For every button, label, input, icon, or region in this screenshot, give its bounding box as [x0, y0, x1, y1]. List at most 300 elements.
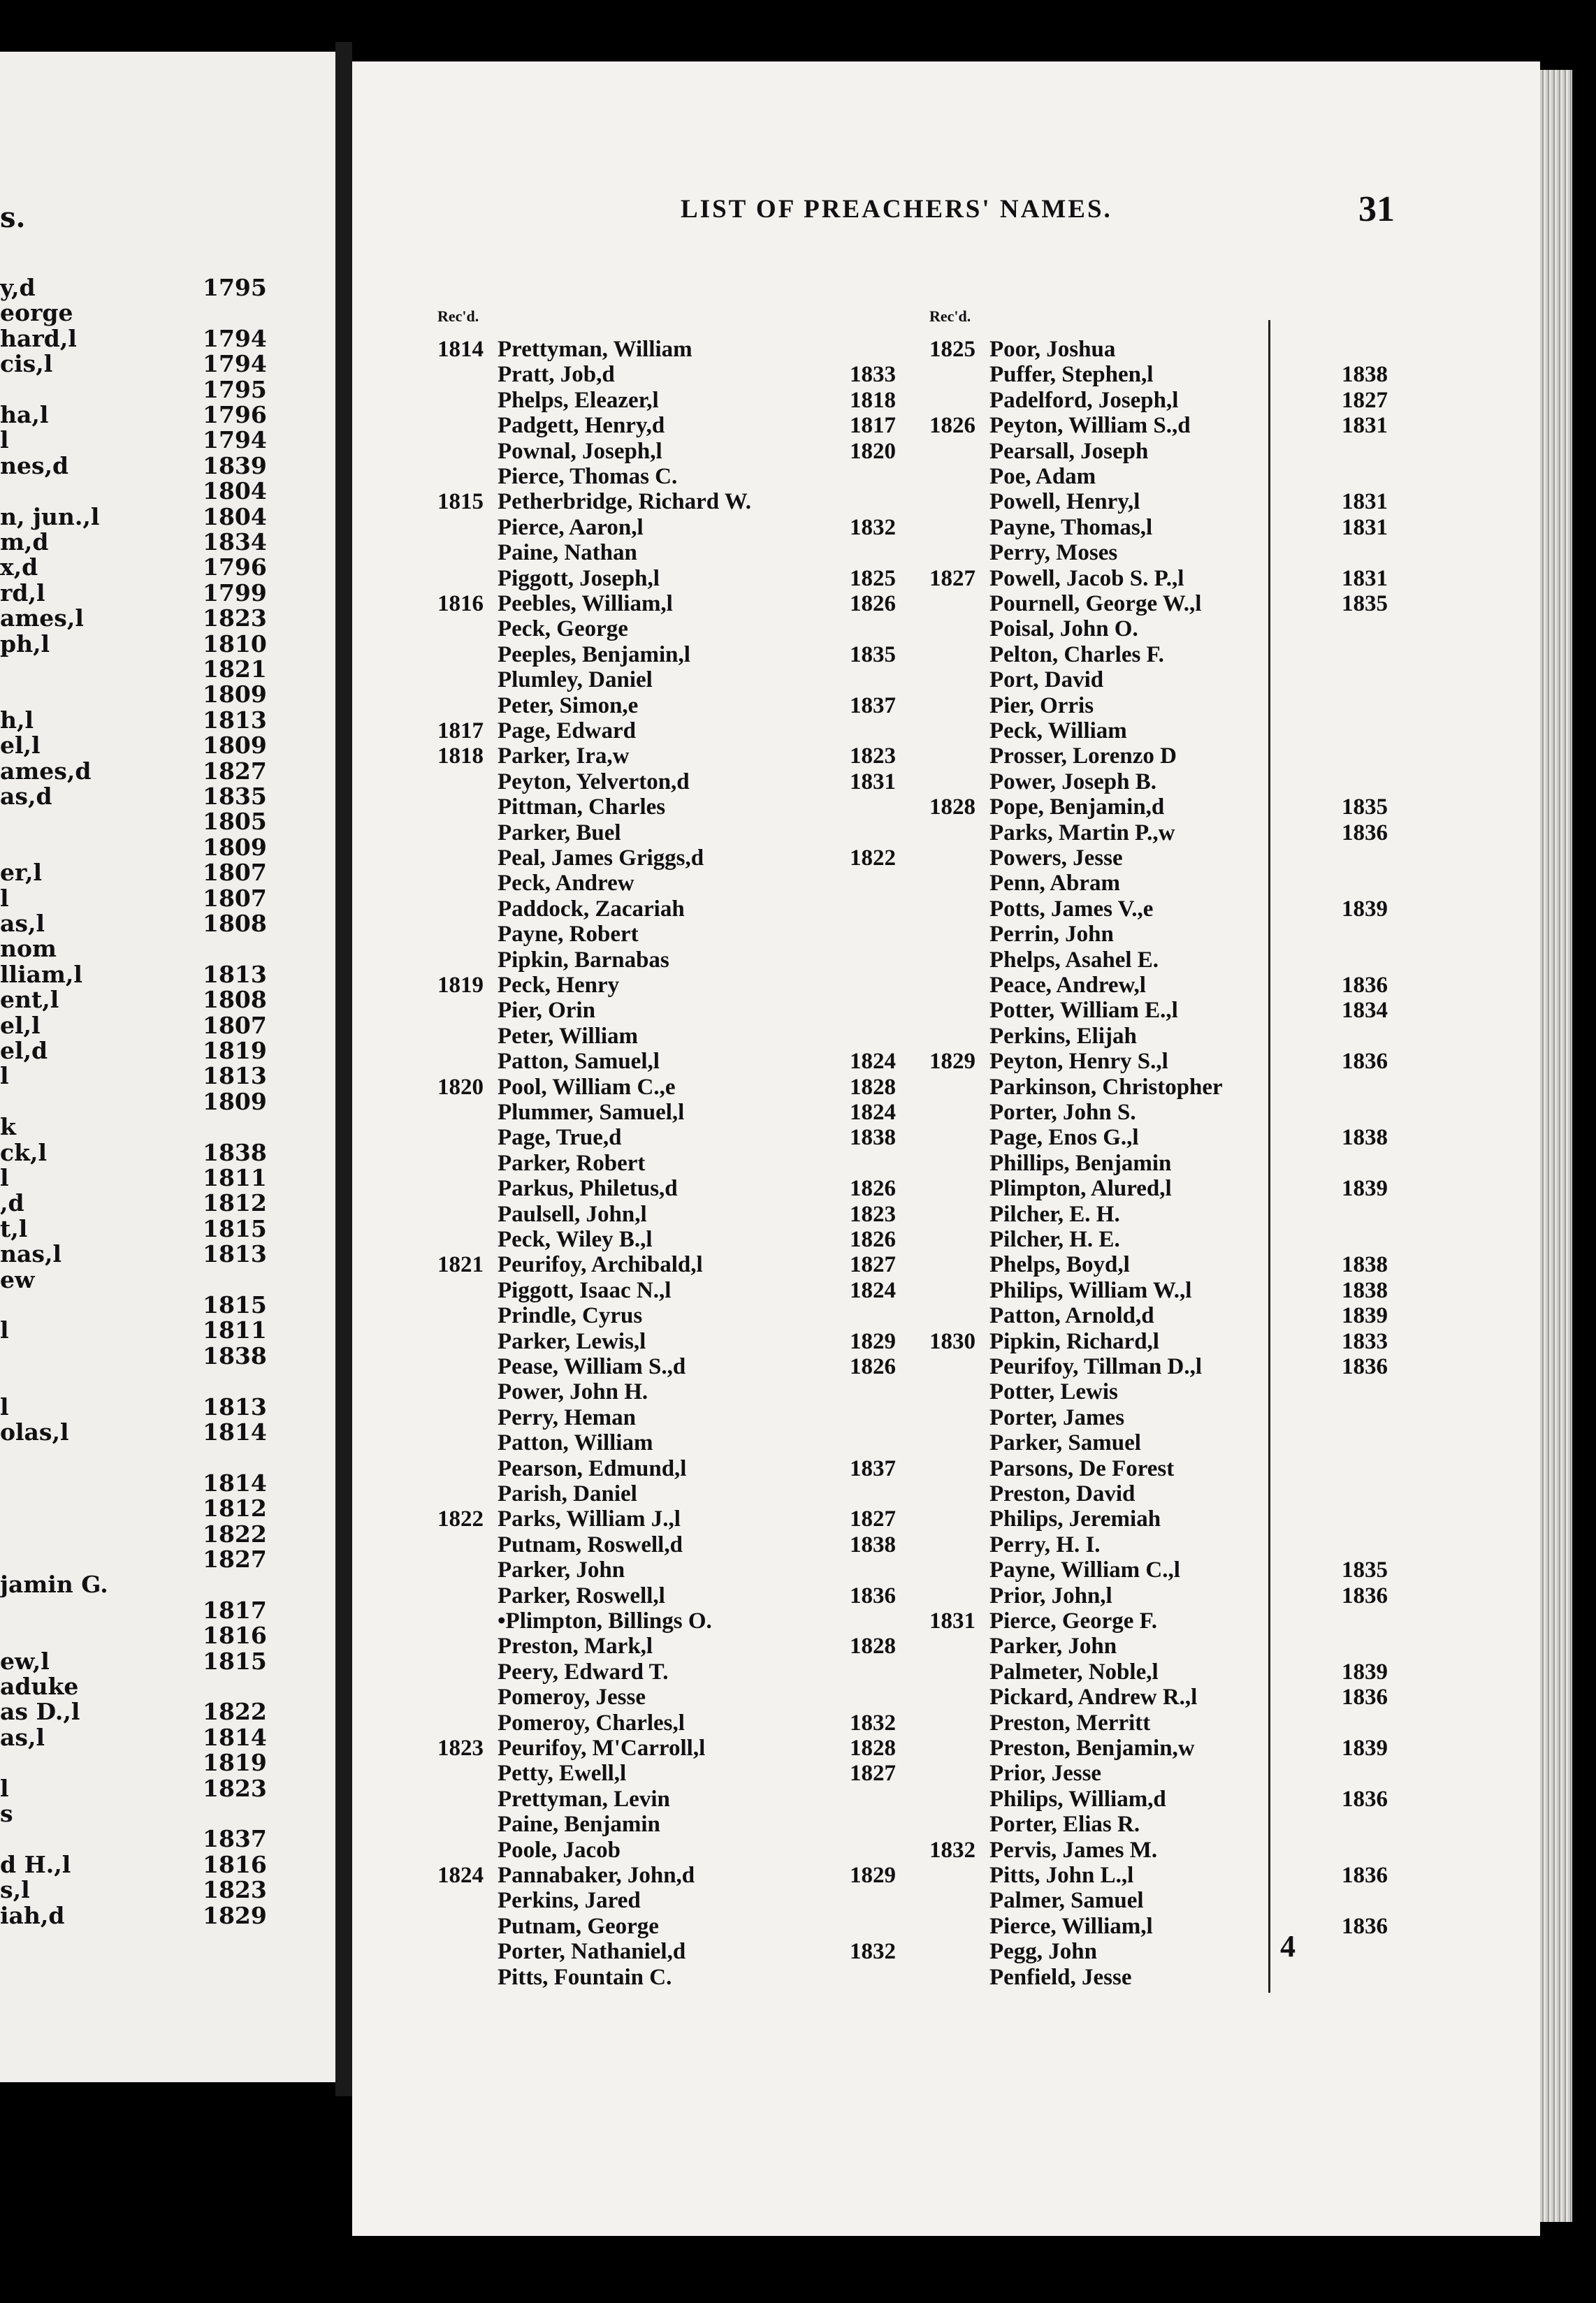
preacher-name: Prindle, Cyrus [498, 1303, 643, 1329]
preacher-entry [929, 540, 1419, 565]
book-gutter [335, 42, 352, 2096]
preacher-name: Pomeroy, Charles,l [498, 1710, 685, 1736]
preacher-entry [929, 1049, 1419, 1074]
left-fragment-name: iah,d [0, 1901, 65, 1929]
entry-end-year: 1826 [850, 1227, 896, 1252]
left-fragment-year: 1805 [203, 808, 267, 836]
preacher-entry [929, 718, 1419, 743]
left-fragment-name: el,l [0, 732, 41, 760]
left-fragment-row [0, 1420, 335, 1445]
left-fragment-row [0, 351, 335, 377]
entry-end-year: 1838 [1342, 362, 1388, 388]
left-fragment-row [0, 657, 335, 682]
entry-year: 1827 [929, 565, 975, 591]
entry-end-year: 1836 [1342, 973, 1388, 998]
left-fragment-name: as,l [0, 1723, 45, 1751]
preacher-name: Peck, Wiley B.,l [498, 1227, 653, 1252]
preacher-entry [929, 1303, 1419, 1328]
preacher-entry [437, 1125, 927, 1150]
preacher-entry [929, 489, 1419, 514]
preacher-name: Porter, Nathaniel,d [498, 1939, 686, 1965]
left-fragment-name: y,d [0, 274, 36, 301]
preacher-entry [437, 1202, 927, 1227]
left-fragment-row [0, 682, 335, 707]
preacher-entry [929, 1227, 1419, 1252]
preacher-name: Putnam, George [498, 1913, 659, 1939]
entry-year: 1823 [437, 1736, 484, 1761]
preacher-entry [929, 845, 1419, 871]
entry-year: 1819 [437, 973, 484, 998]
preacher-name: Parker, Samuel [989, 1430, 1141, 1456]
left-fragment-row [0, 835, 335, 860]
facing-page-left [0, 52, 335, 2082]
entry-year: 1829 [929, 1049, 975, 1075]
preacher-entry [929, 1787, 1419, 1812]
left-fragment-row [0, 1395, 335, 1420]
left-fragment-row [0, 886, 335, 911]
left-fragment-year: 1822 [203, 1698, 267, 1726]
preacher-entry [437, 616, 927, 641]
preacher-entry [437, 540, 927, 565]
left-fragment-row [0, 1191, 335, 1216]
left-fragment-row [0, 555, 335, 580]
left-fragment-year: 1796 [203, 553, 267, 581]
left-fragment-row [0, 1649, 335, 1674]
entry-end-year: 1828 [850, 1634, 896, 1659]
preacher-entry [929, 1024, 1419, 1049]
preacher-entry [437, 769, 927, 794]
left-fragment-year: 1817 [203, 1596, 267, 1624]
preacher-entry [437, 1227, 927, 1252]
entry-end-year: 1831 [1342, 565, 1388, 591]
entry-year: 1824 [437, 1863, 484, 1888]
left-fragment-year: 1809 [203, 833, 267, 861]
preacher-entry [929, 871, 1419, 896]
preacher-name: Parkinson, Christopher [989, 1074, 1223, 1100]
preacher-name: Pomeroy, Jesse [498, 1685, 646, 1710]
left-fragment-row [0, 453, 335, 479]
preacher-entry [929, 1583, 1419, 1608]
left-fragment-year: 1815 [203, 1214, 267, 1242]
preacher-entry [929, 515, 1419, 540]
left-fragment-row [0, 1445, 335, 1470]
preacher-entry [929, 820, 1419, 845]
page-31 [352, 61, 1540, 2236]
entry-year: 1828 [929, 794, 975, 820]
preacher-entry [929, 1965, 1419, 1990]
preacher-entry [929, 1939, 1419, 1964]
left-fragment-name: hard,l [0, 324, 77, 352]
preacher-entry [929, 1914, 1419, 1939]
preacher-entry [437, 1583, 927, 1608]
preacher-name: Prettyman, William [498, 337, 692, 362]
preacher-name: Perry, H. I. [989, 1532, 1101, 1557]
preacher-entry [929, 1506, 1419, 1532]
preacher-name: Peurifoy, Archibald,l [498, 1252, 703, 1278]
left-fragment-name: l [0, 426, 9, 454]
left-fragment-name: as,d [0, 783, 52, 810]
left-fragment-year: 1810 [203, 630, 267, 658]
left-fragment-row [0, 987, 335, 1012]
left-fragment-row [0, 402, 335, 428]
entry-end-year: 1824 [850, 1277, 896, 1303]
left-fragment-name: l [0, 1774, 9, 1802]
preacher-name: Pool, William C.,e [498, 1074, 676, 1100]
preacher-name: Padgett, Henry,d [498, 413, 665, 439]
left-fragment-year: 1821 [203, 655, 267, 683]
entry-year: 1820 [437, 1074, 484, 1100]
left-fragment-year: 1809 [203, 732, 267, 760]
left-fragment-year: 1816 [203, 1850, 267, 1878]
preacher-entry [929, 794, 1419, 820]
left-fragment-name: ew,l [0, 1647, 50, 1675]
preacher-name: Peeples, Benjamin,l [498, 641, 690, 667]
preacher-entry [929, 922, 1419, 947]
left-fragment-row [0, 1038, 335, 1063]
preacher-entry [437, 1252, 927, 1277]
left-fragment-year: 1813 [203, 1240, 267, 1268]
preacher-entry [929, 1481, 1419, 1506]
preacher-name: Peyton, William S.,d [989, 413, 1191, 439]
preacher-entry [437, 1024, 927, 1049]
page-number: 31 [1358, 189, 1395, 229]
preacher-name: Page, Edward [498, 718, 636, 743]
left-fragment-year: 1835 [203, 783, 267, 810]
preacher-name: Petty, Ewell,l [498, 1761, 627, 1787]
preacher-name: Payne, William C.,l [989, 1557, 1180, 1583]
left-fragment-year: 1814 [203, 1723, 267, 1751]
preacher-name: Page, Enos G.,l [989, 1125, 1139, 1151]
preacher-entry [437, 642, 927, 667]
left-fragment-row [0, 708, 335, 733]
entry-end-year: 1825 [850, 565, 896, 591]
preacher-name: Phelps, Eleazer,l [498, 387, 659, 413]
preacher-name: Pease, William S.,d [498, 1354, 686, 1379]
left-fragment-name: ph,l [0, 630, 50, 658]
entry-year: 1830 [929, 1328, 975, 1354]
preacher-entry [437, 1685, 927, 1710]
preacher-name: Parker, Roswell,l [498, 1583, 665, 1608]
preacher-name: Perkins, Jared [498, 1888, 641, 1914]
left-fragment-year: 1808 [203, 986, 267, 1014]
entry-end-year: 1835 [850, 641, 896, 667]
preacher-name: Poole, Jacob [498, 1837, 621, 1863]
left-fragment-row [0, 530, 335, 555]
left-fragment-year: 1812 [203, 1495, 267, 1523]
preacher-entry [929, 1761, 1419, 1786]
preacher-name: Poor, Joshua [989, 337, 1116, 362]
preacher-entry [437, 1608, 927, 1634]
left-fragment-row [0, 1216, 335, 1242]
preacher-entry [437, 794, 927, 820]
left-fragment-name: s,l [0, 1876, 30, 1904]
preacher-entry [929, 998, 1419, 1023]
preacher-entry [437, 439, 927, 464]
left-fragment-name: l [0, 1062, 9, 1090]
preacher-entry [437, 566, 927, 591]
preacher-name: Pierce, Thomas C. [498, 464, 678, 489]
preacher-entry [437, 1863, 927, 1888]
preacher-name: Pearsall, Joseph [989, 438, 1149, 464]
preacher-name: Peyton, Henry S.,l [989, 1049, 1168, 1075]
preacher-name: Philips, William W.,l [989, 1277, 1192, 1303]
left-fragment-row [0, 1826, 335, 1852]
left-fragment-name: m,d [0, 528, 49, 555]
preacher-entry [437, 1888, 927, 1913]
preacher-name: Peebles, William,l [498, 591, 673, 616]
left-fragment-row [0, 1776, 335, 1801]
entry-end-year: 1838 [850, 1125, 896, 1151]
left-fragment-row [0, 326, 335, 351]
left-fragment-name: h,l [0, 706, 34, 734]
entry-end-year: 1827 [1342, 387, 1388, 413]
preacher-name: Plumley, Daniel [498, 667, 653, 693]
left-fragment-row [0, 377, 335, 402]
preacher-entry [437, 1659, 927, 1685]
entry-end-year: 1826 [850, 1354, 896, 1379]
left-fragment-row [0, 936, 335, 961]
preacher-entry [437, 1761, 927, 1786]
left-fragment-row [0, 911, 335, 936]
preacher-entry [437, 413, 927, 438]
preacher-name: Peck, George [498, 616, 628, 642]
preacher-name: Pier, Orin [498, 998, 595, 1024]
preacher-entry [437, 845, 927, 871]
left-fragment-name: l [0, 884, 9, 912]
left-fragment-row [0, 300, 335, 326]
preacher-name: Peyton, Yelverton,d [498, 769, 690, 794]
preacher-name: Prettyman, Levin [498, 1786, 670, 1812]
preacher-entry [437, 1049, 927, 1074]
preacher-name: Pope, Benjamin,d [989, 794, 1165, 820]
preacher-entry [929, 1176, 1419, 1201]
preacher-name: Power, John H. [498, 1379, 648, 1405]
preacher-name: Peery, Edward T. [498, 1659, 669, 1685]
preacher-entry [929, 1634, 1419, 1659]
left-fragment-year: 1813 [203, 1393, 267, 1421]
preacher-entry [929, 667, 1419, 692]
entry-end-year: 1818 [850, 387, 896, 413]
preacher-entry [437, 1405, 927, 1430]
preacher-name: Pilcher, E. H. [989, 1201, 1120, 1227]
preacher-entry [929, 1608, 1419, 1634]
left-fragment-row [0, 1852, 335, 1877]
left-fragment-row [0, 1725, 335, 1750]
preacher-name: Potter, Lewis [989, 1379, 1118, 1405]
column-heading-right: Rec'd. [929, 307, 971, 325]
preacher-entry [437, 1303, 927, 1328]
preacher-name: Pipkin, Richard,l [989, 1328, 1159, 1354]
left-fragment-row [0, 1547, 335, 1572]
preacher-entry [437, 973, 927, 998]
preacher-name: Pannabaker, John,d [498, 1863, 695, 1888]
preacher-name: Payne, Robert [498, 922, 639, 947]
preacher-name: Plimpton, Alured,l [989, 1176, 1172, 1202]
entry-end-year: 1836 [1342, 1863, 1388, 1888]
preacher-name: Port, David [989, 667, 1104, 693]
preacher-name: Pipkin, Barnabas [498, 947, 669, 973]
left-fragment-row [0, 201, 335, 234]
preacher-name: Powers, Jesse [989, 845, 1123, 871]
preacher-name: Perry, Heman [498, 1404, 636, 1430]
preacher-name: Pickard, Andrew R.,l [989, 1685, 1198, 1710]
preacher-entry [929, 1252, 1419, 1277]
preacher-name: Potter, William E.,l [989, 998, 1178, 1024]
entry-end-year: 1827 [850, 1252, 896, 1278]
entry-end-year: 1833 [1342, 1328, 1388, 1354]
preacher-name: Pilcher, H. E. [989, 1227, 1120, 1252]
left-fragment-year: 1794 [203, 324, 267, 352]
entry-year: 1822 [437, 1506, 484, 1532]
preacher-name: Preston, Mark,l [498, 1634, 653, 1659]
preacher-name: Peal, James Griggs,d [498, 845, 704, 871]
preacher-name: Parkus, Philetus,d [498, 1176, 678, 1202]
preacher-name: Peace, Andrew,l [989, 973, 1146, 998]
preacher-entry [437, 1838, 927, 1863]
preacher-entry [437, 1965, 927, 1990]
entry-end-year: 1836 [1342, 1786, 1388, 1812]
preacher-entry [437, 515, 927, 540]
left-fragment-name: er,l [0, 859, 43, 887]
entry-end-year: 1838 [1342, 1252, 1388, 1278]
entry-year: 1815 [437, 489, 484, 515]
left-fragment-row [0, 1750, 335, 1775]
entry-year: 1826 [929, 413, 975, 439]
left-fragment-year: 1807 [203, 884, 267, 912]
left-fragment-row [0, 1496, 335, 1521]
entry-end-year: 1835 [1342, 591, 1388, 616]
preacher-name: Pournell, George W.,l [989, 591, 1202, 616]
left-fragment-row [0, 1242, 335, 1267]
preacher-name: Pierce, Aaron,l [498, 514, 644, 540]
preacher-entry [437, 947, 927, 973]
preacher-entry [929, 413, 1419, 438]
preacher-entry [437, 1100, 927, 1125]
left-fragment-name: ew [0, 1265, 35, 1293]
preacher-name: Parker, Robert [498, 1150, 646, 1176]
left-fragment-row [0, 759, 335, 784]
left-fragment-year: 1819 [203, 1749, 267, 1777]
left-fragment-year: 1811 [203, 1316, 267, 1344]
left-fragment-name: ,d [0, 1189, 24, 1217]
entry-end-year: 1822 [850, 845, 896, 871]
left-fragment-row [0, 1344, 335, 1369]
preacher-name: Phillips, Benjamin [989, 1150, 1172, 1176]
preacher-entry [437, 1151, 927, 1176]
preacher-entry [929, 1710, 1419, 1736]
entry-end-year: 1838 [1342, 1277, 1388, 1303]
entry-end-year: 1827 [850, 1506, 896, 1532]
preacher-entry [437, 820, 927, 845]
preacher-entry [437, 1939, 927, 1964]
left-fragment-row [0, 1699, 335, 1724]
entry-end-year: 1828 [850, 1736, 896, 1761]
preacher-entry [437, 1329, 927, 1354]
preacher-name: Peck, Andrew [498, 871, 634, 896]
preacher-name: Prosser, Lorenzo D [989, 743, 1177, 769]
left-fragment-name: s. [0, 201, 26, 234]
left-fragment-name: aduke [0, 1673, 79, 1700]
preacher-entry [929, 1685, 1419, 1710]
entry-end-year: 1828 [850, 1074, 896, 1100]
preacher-name: Pitts, Fountain C. [498, 1964, 672, 1990]
left-fragment-year: 1822 [203, 1520, 267, 1548]
entry-year: 1818 [437, 743, 484, 769]
entry-end-year: 1839 [1342, 896, 1388, 922]
preacher-name: Penfield, Jesse [989, 1964, 1132, 1990]
left-fragment-year: 1795 [203, 274, 267, 301]
entry-end-year: 1824 [850, 1100, 896, 1125]
left-fragment-year: 1823 [203, 1876, 267, 1904]
preacher-entry [437, 871, 927, 896]
preacher-entry [929, 1125, 1419, 1150]
preacher-entry [437, 1430, 927, 1455]
entry-end-year: 1836 [850, 1583, 896, 1608]
preacher-name: •Plimpton, Billings O. [498, 1608, 712, 1634]
left-fragment-row [0, 1522, 335, 1547]
left-fragment-name: x,d [0, 553, 38, 581]
preacher-entry [929, 1379, 1419, 1404]
entry-end-year: 1827 [850, 1761, 896, 1787]
entry-end-year: 1836 [1342, 1049, 1388, 1075]
left-fragment-year: 1827 [203, 1546, 267, 1573]
left-fragment-row [0, 504, 335, 530]
preacher-entry [929, 337, 1419, 362]
left-fragment-row [0, 1623, 335, 1648]
preacher-entry [929, 464, 1419, 489]
preacher-name: Phelps, Boyd,l [989, 1252, 1130, 1278]
preacher-entry [437, 1481, 927, 1506]
left-fragment-name: l [0, 1164, 9, 1191]
preacher-name: Parker, Buel [498, 820, 621, 845]
preacher-entry [929, 388, 1419, 413]
left-fragment-row [0, 962, 335, 987]
entry-end-year: 1826 [850, 1176, 896, 1202]
entry-end-year: 1832 [850, 514, 896, 540]
preacher-name: Peck, Henry [498, 973, 620, 998]
preacher-name: Piggott, Isaac N.,l [498, 1277, 672, 1303]
preacher-name: Page, True,d [498, 1125, 622, 1151]
preacher-entry [437, 1914, 927, 1939]
preacher-name: Porter, Elias R. [989, 1812, 1140, 1838]
column-heading-left: Rec'd. [437, 307, 479, 325]
preacher-name: Perkins, Elijah [989, 1023, 1137, 1049]
preacher-entry [929, 1863, 1419, 1888]
preacher-name: Palmeter, Noble,l [989, 1659, 1159, 1685]
preacher-entry [437, 1379, 927, 1404]
entry-end-year: 1834 [1342, 998, 1388, 1024]
preacher-name: Parker, Ira,w [498, 743, 630, 769]
left-fragment-row [0, 1114, 335, 1140]
entry-end-year: 1823 [850, 743, 896, 769]
preacher-entry [929, 1329, 1419, 1354]
left-fragment-row [0, 632, 335, 657]
left-fragment-year: 1814 [203, 1469, 267, 1497]
entry-end-year: 1829 [850, 1863, 896, 1888]
left-fragment-year: 1804 [203, 477, 267, 505]
left-fragment-name: nas,l [0, 1240, 61, 1268]
preacher-name: Piggott, Joseph,l [498, 565, 660, 591]
preacher-name: Pitts, John L.,l [989, 1863, 1134, 1888]
preacher-entry [437, 464, 927, 489]
preacher-entry [929, 1659, 1419, 1685]
left-fragment-name: el,l [0, 1011, 41, 1039]
left-fragment-year: 1823 [203, 1774, 267, 1802]
left-fragment-year: 1815 [203, 1291, 267, 1318]
preacher-entry [929, 566, 1419, 591]
preacher-entry [929, 1736, 1419, 1761]
entry-end-year: 1836 [1342, 1583, 1388, 1608]
